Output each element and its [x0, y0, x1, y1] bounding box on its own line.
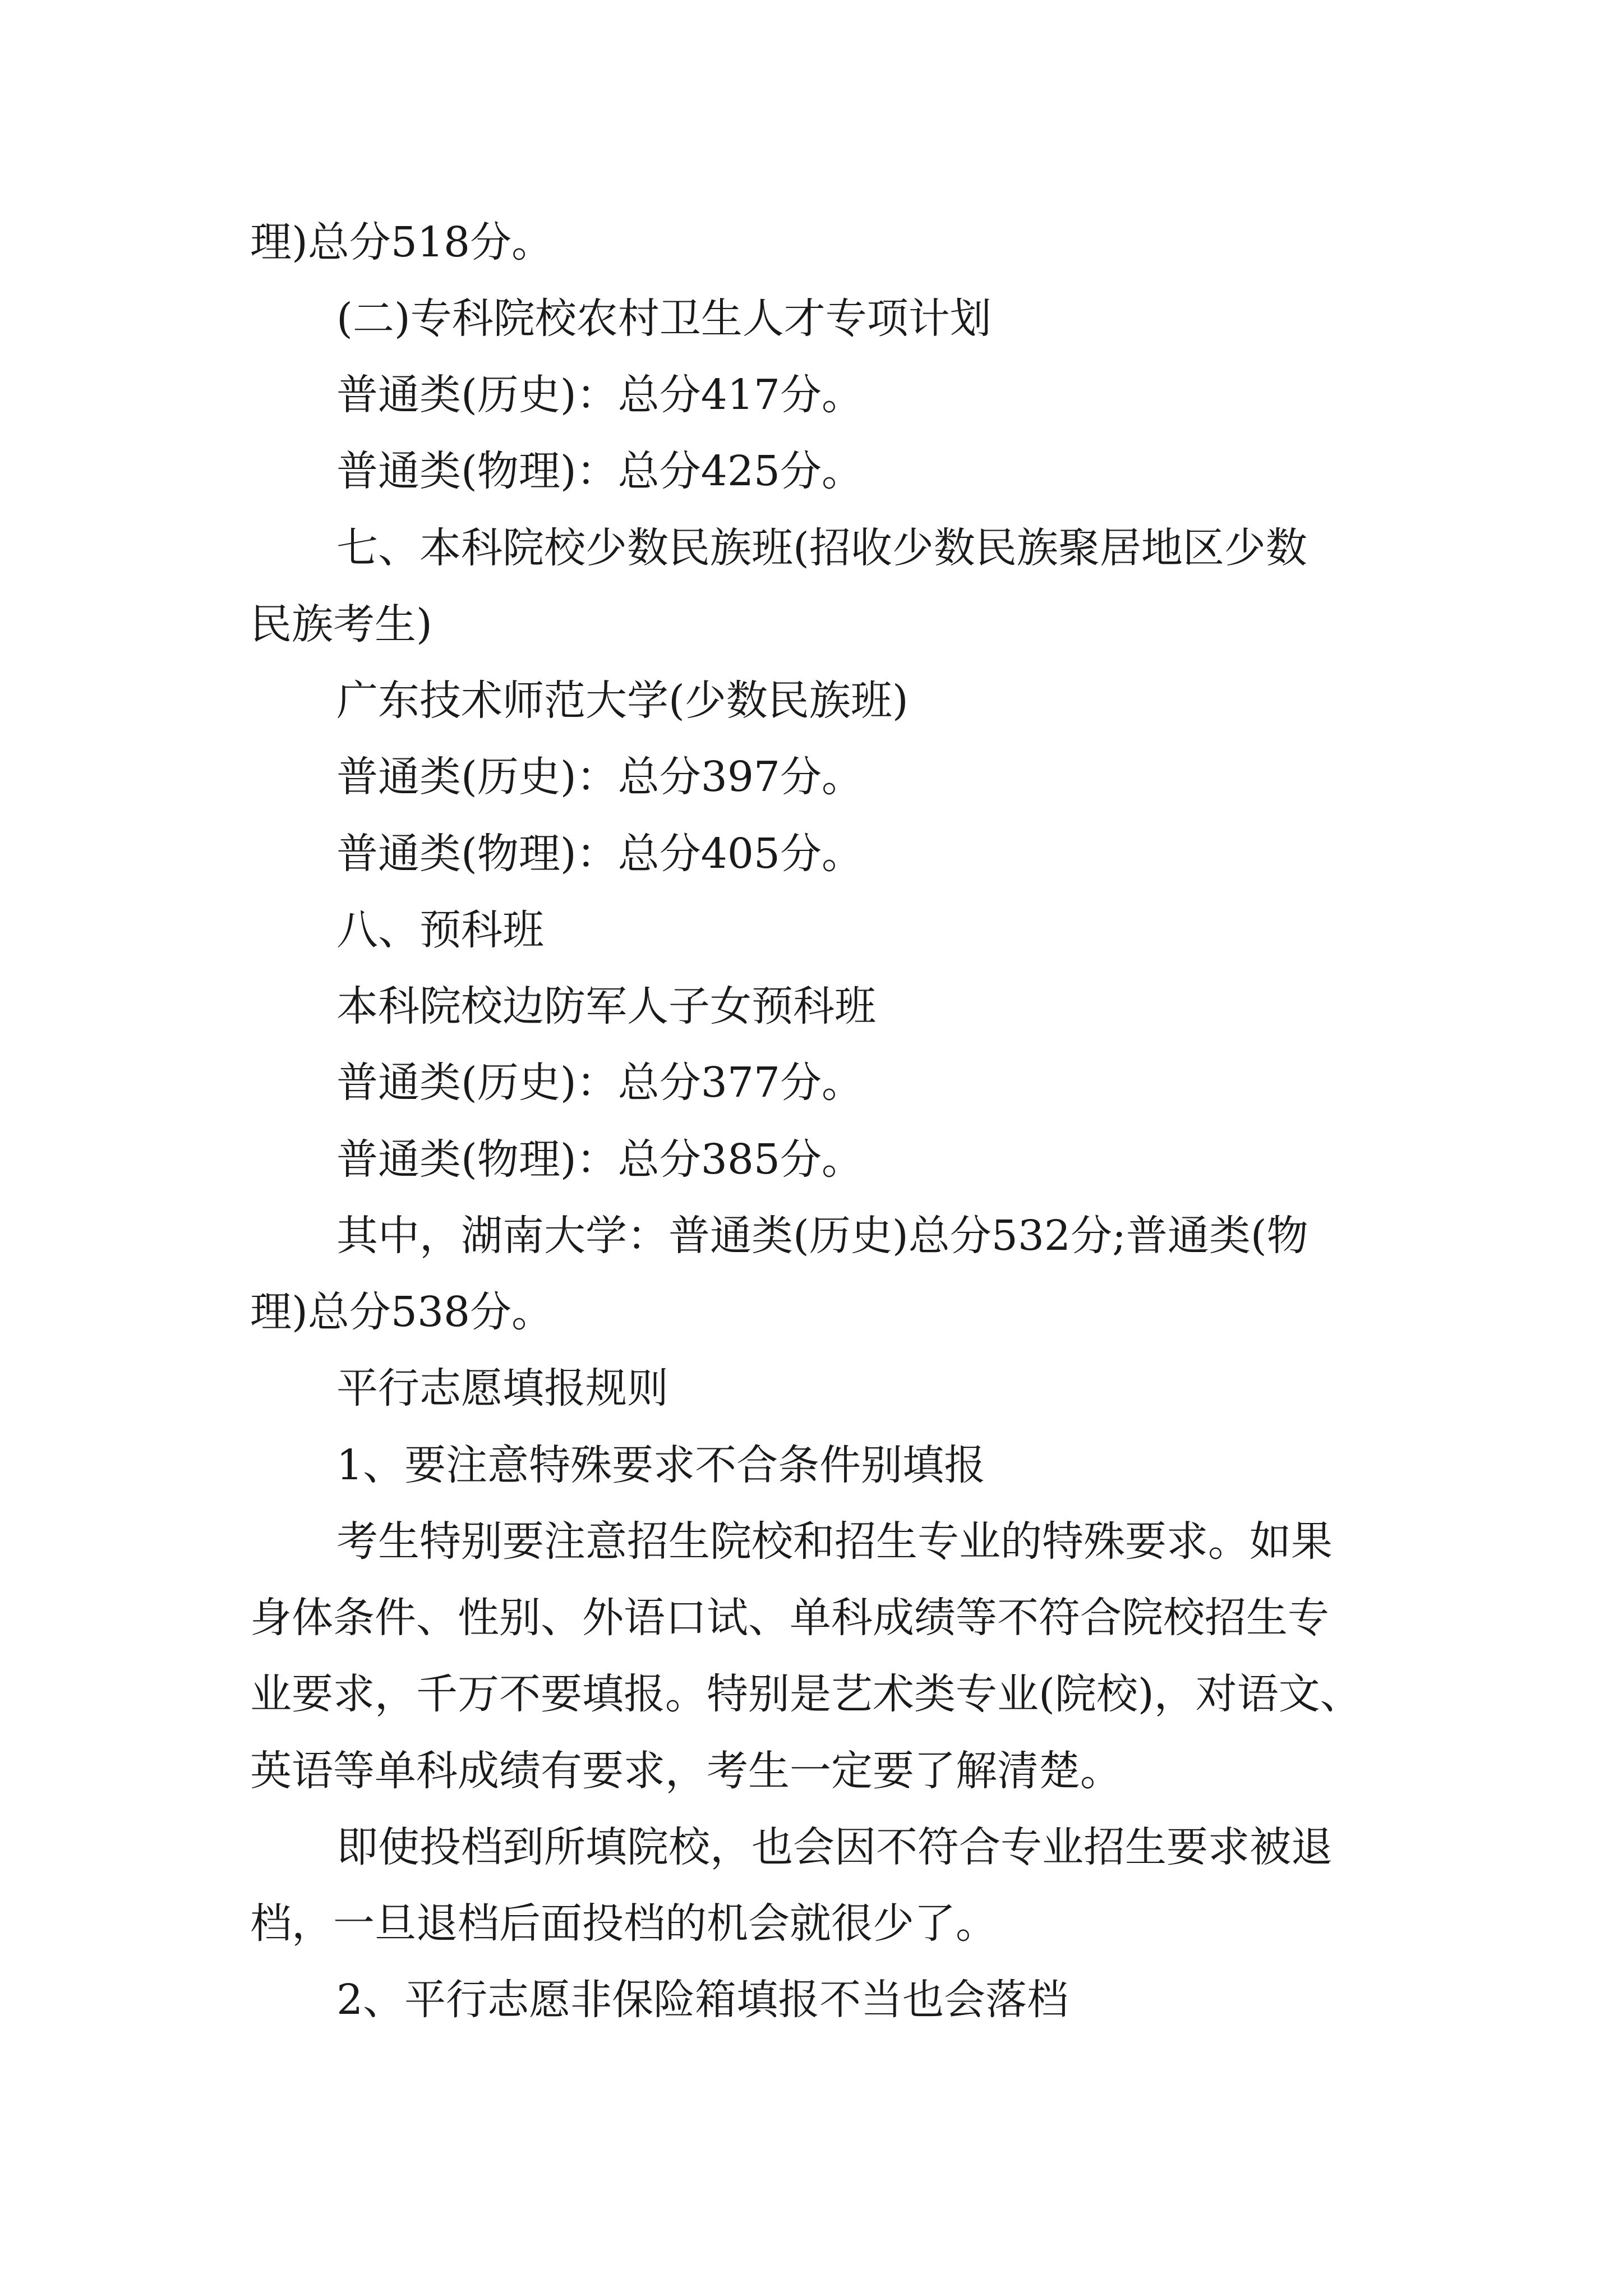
text-line: 普通类(物理)：总分405分。 [336, 830, 863, 878]
text-line: 七、本科院校少数民族班(招收少数民族聚居地区少数 [336, 524, 1307, 572]
text-line: 理)总分538分。 [250, 1288, 554, 1336]
text-line: 身体条件、性别、外语口试、单科成绩等不符合院校招生专 [250, 1594, 1329, 1642]
text-line: 民族考生) [250, 600, 432, 648]
text-line: 普通类(物理)：总分425分。 [336, 447, 863, 495]
text-line: 普通类(物理)：总分385分。 [336, 1135, 863, 1184]
text-line: (二)专科院校农村卫生人才专项计划 [336, 295, 992, 343]
text-line: 其中，湖南大学：普通类(历史)总分532分;普通类(物 [336, 1212, 1308, 1260]
text-line: 普通类(历史)：总分397分。 [336, 753, 863, 801]
text-line: 档，一旦退档后面投档的机会就很少了。 [250, 1899, 997, 1948]
text-line: 英语等单科成绩有要求，考生一定要了解清楚。 [250, 1747, 1122, 1795]
text-line: 普通类(历史)：总分417分。 [336, 371, 863, 419]
text-line: 业要求，千万不要填报。特别是艺术类专业(院校)，对语文、 [250, 1670, 1362, 1718]
text-line: 八、预科班 [336, 906, 544, 954]
text-line: 广东技术师范大学(少数民族班) [336, 677, 909, 725]
text-line: 2、平行志愿非保险箱填报不当也会落档 [336, 1976, 1069, 2024]
text-line: 本科院校边防军人子女预科班 [336, 982, 876, 1030]
text-line: 理)总分518分。 [250, 218, 554, 266]
text-line: 即使投档到所填院校，也会因不符合专业招生要求被退 [336, 1823, 1332, 1871]
text-line: 普通类(历史)：总分377分。 [336, 1059, 863, 1107]
text-line: 1、要注意特殊要求不合条件别填报 [336, 1441, 986, 1489]
text-line: 平行志愿填报规则 [336, 1364, 668, 1412]
text-line: 考生特别要注意招生院校和招生专业的特殊要求。如果 [336, 1517, 1332, 1566]
